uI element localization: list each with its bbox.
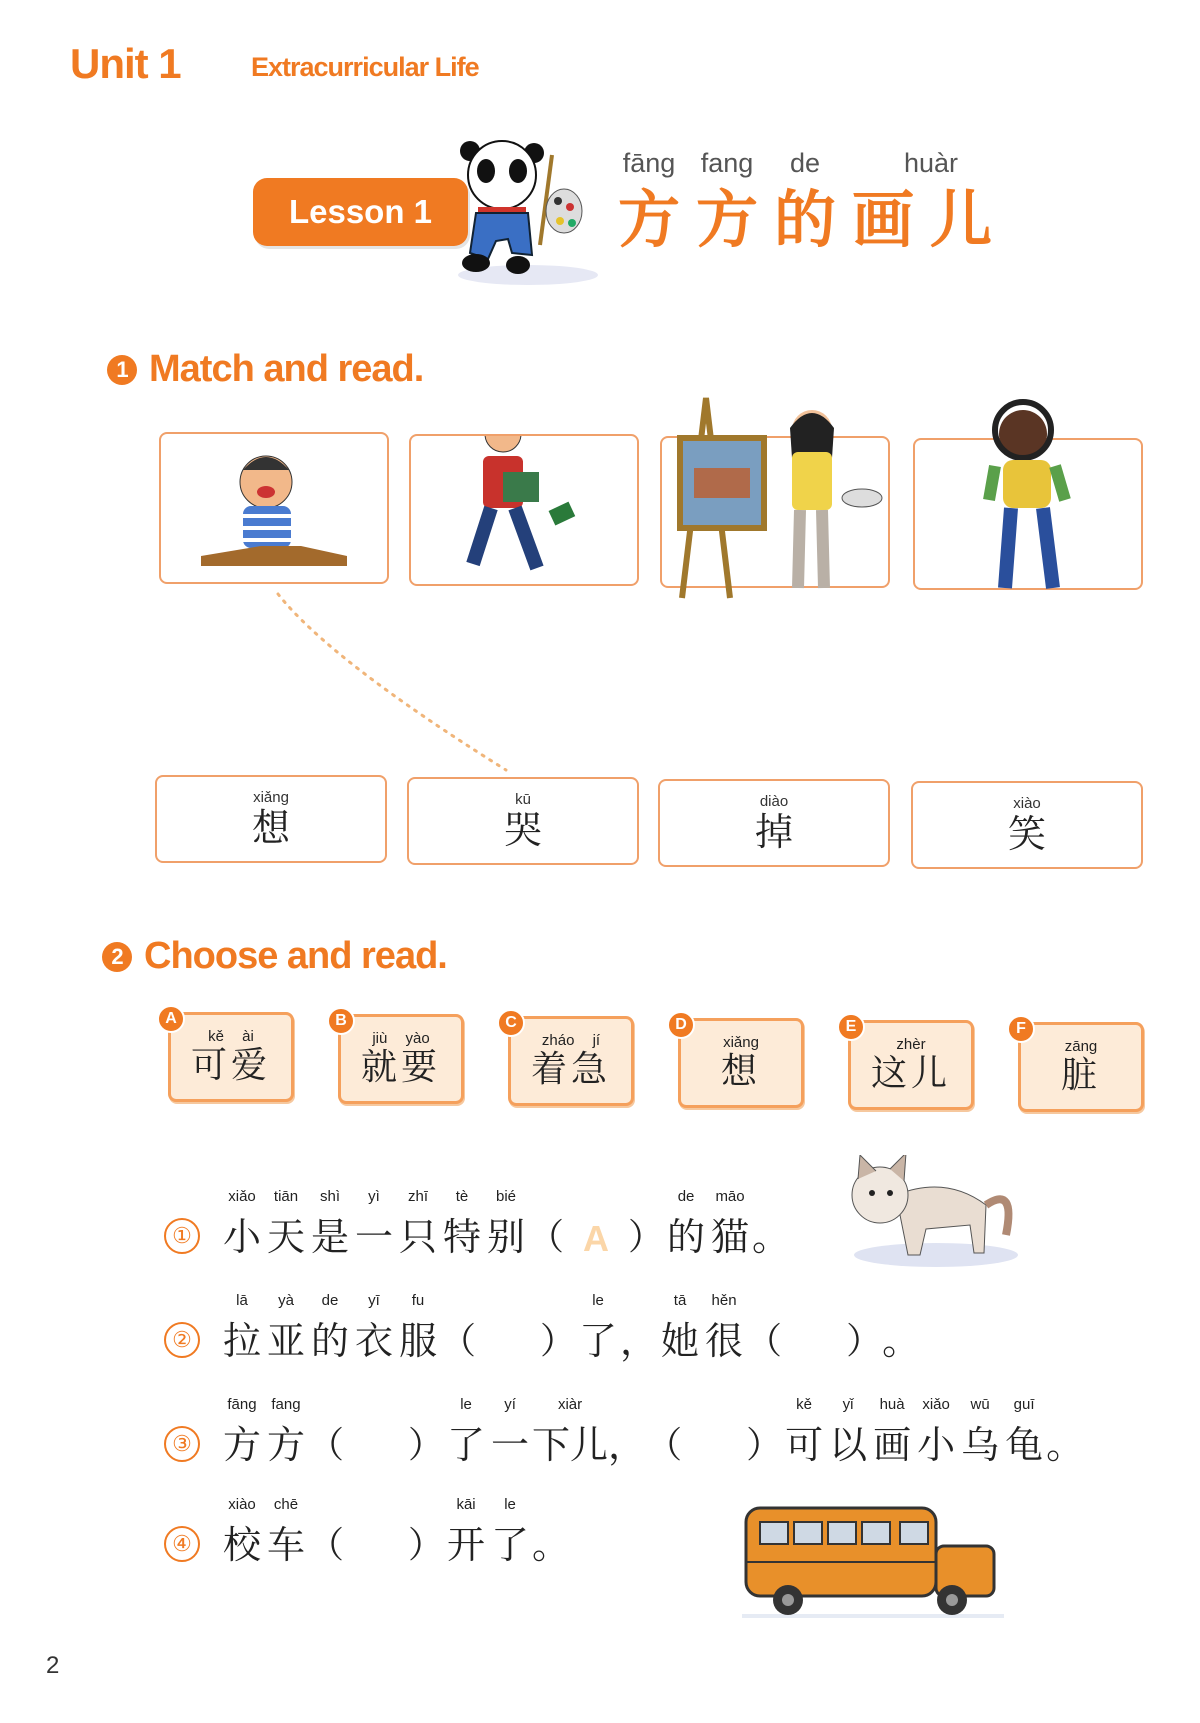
char-text: 车 [266,1523,305,1567]
char-pinyin: le [504,1496,516,1513]
char-text: 猫 [711,1215,750,1259]
char-text: 是 [310,1215,349,1259]
choice-card-a[interactable] [165,1010,294,1102]
char-text: 方 [266,1423,305,1467]
sentence-char [308,1188,352,1260]
choice-chars: 脏 [1060,1054,1101,1096]
punctuation [882,1292,920,1364]
char-pinyin: xiǎo [228,1188,256,1205]
picture-boy-crying[interactable] [159,432,389,584]
char-text: 了 [579,1319,618,1363]
word-pinyin: xiǎng [253,788,289,806]
title-char: 画 [851,183,914,256]
title-pinyin: fang [700,148,754,178]
char-text: 只 [398,1215,437,1259]
char-pinyin: fang [271,1396,301,1413]
word-char: 哭 [503,807,542,852]
char-pinyin: hěn [711,1292,737,1309]
word-char: 想 [251,805,290,850]
sentence-3 [164,1396,1084,1468]
sentence-char [958,1396,1002,1468]
punctuation [752,1188,790,1260]
answer-blank[interactable]: （ ） [440,1321,577,1362]
sentence-char [220,1188,264,1260]
sentence-char [826,1396,870,1468]
sentence-char [396,1292,440,1364]
choice-chars: 着急 [530,1048,611,1090]
word-pinyin: kū [515,790,531,808]
char-pinyin: yà [278,1292,294,1309]
char-text: 小 [222,1215,261,1259]
girl-laughing-illustration [915,440,1141,588]
char-text: 。 [752,1215,791,1259]
sentence-char [352,1292,396,1364]
choice-pinyin: zhèr [896,1035,926,1053]
sentence-number: ④ [164,1526,200,1562]
char-text: 以 [829,1423,868,1467]
char-pinyin: yí [504,1396,516,1413]
punctuation [532,1496,570,1568]
sentence-2 [164,1292,920,1364]
word-pinyin: diào [759,792,789,810]
char-pinyin: yī [368,1292,380,1309]
answer-blank[interactable]: （ ） [746,1321,883,1362]
school-bus-illustration [742,1500,1004,1625]
char-text: 开 [447,1523,486,1567]
picture-boy-dropping-books[interactable] [409,434,639,586]
sentence-char [914,1396,958,1468]
char-text: 亚 [266,1319,305,1363]
choice-letter-badge: A [157,1005,185,1033]
char-pinyin: de [321,1292,339,1309]
char-pinyin: xiàr [557,1396,583,1413]
char-text: 特 [442,1215,481,1259]
sentence-char [264,1292,308,1364]
sentence-char [708,1188,752,1260]
char-text: 。 [1046,1423,1085,1467]
choice-card-e[interactable] [845,1018,974,1110]
char-pinyin: bié [495,1188,517,1205]
choice-letter-badge: D [667,1011,695,1039]
word-char: 笑 [1007,811,1046,856]
answer-text: A [583,1218,610,1259]
choice-letter-badge: F [1007,1015,1035,1043]
word-card-xiang[interactable] [155,775,387,863]
sentence-char [264,1396,308,1468]
word-char: 掉 [754,809,793,854]
picture-girl-at-easel[interactable] [660,436,890,588]
char-text: 拉 [222,1319,261,1363]
char-pinyin: guī [1013,1396,1035,1413]
char-text: 的 [667,1215,706,1259]
sentence-char [308,1292,352,1364]
lesson-title [614,148,996,254]
char-pinyin: tā [673,1292,687,1309]
char-text: 她 [661,1319,700,1363]
choice-card-c[interactable] [505,1014,634,1106]
char-text: ， [608,1423,647,1467]
sentence-char [488,1496,532,1568]
unit-label: Unit 1 [70,40,181,87]
cat-illustration [836,1155,1021,1270]
choice-card-f[interactable] [1018,1022,1144,1112]
choice-chars: 可爱 [190,1044,271,1086]
punctuation [608,1396,646,1468]
char-text: 服 [398,1319,437,1363]
char-text: 龟 [1005,1423,1044,1467]
char-text: 。 [882,1319,921,1363]
char-text: 画 [873,1423,912,1467]
section-number: 1 [107,355,137,385]
word-card-diao[interactable] [658,779,890,867]
sentence-char [220,1292,264,1364]
sentence-char [488,1396,532,1468]
char-pinyin: huà [879,1396,905,1413]
sentence-char [664,1188,708,1260]
char-pinyin: māo [715,1188,745,1205]
char-text: 了 [491,1523,530,1567]
sentence-char [444,1396,488,1468]
sentence-char [532,1396,608,1468]
choice-pinyin: kě ài [208,1027,254,1045]
section-number: 2 [102,942,132,972]
char-text: 校 [222,1523,261,1567]
choice-letter-badge: B [327,1007,355,1035]
choice-chars: 这儿 [870,1052,951,1094]
choice-chars: 想 [720,1050,761,1092]
sentence-1 [164,1188,790,1260]
char-text: 一 [354,1215,393,1259]
sentence-char [440,1188,484,1260]
sentence-number: ② [164,1322,200,1358]
word-card-ku[interactable] [407,777,639,865]
lesson-badge: Lesson 1 [253,178,468,246]
char-pinyin: tè [455,1188,469,1205]
choice-letter-badge: C [497,1009,525,1037]
punctuation [1046,1396,1084,1468]
sentence-char [444,1496,488,1568]
char-text: 下儿 [532,1423,609,1467]
char-text: 可 [785,1423,824,1467]
char-text: 乌 [961,1423,1000,1467]
title-char: 的 [773,183,836,256]
sentence-char [352,1188,396,1260]
answer-blank[interactable]: （ ） [308,1525,445,1566]
punctuation [620,1292,658,1364]
char-pinyin: xiǎo [922,1396,950,1413]
char-text: 天 [266,1215,305,1259]
char-pinyin: kě [796,1396,813,1413]
choice-card-b[interactable] [335,1012,464,1104]
char-text: 的 [310,1319,349,1363]
sentence-char [870,1396,914,1468]
sentence-char [264,1188,308,1260]
char-pinyin: de [677,1188,695,1205]
title-pinyin: de [789,148,821,178]
title-char: 方 [695,183,758,256]
char-pinyin: fu [411,1292,425,1309]
sentence-char [264,1496,308,1568]
boy-dropping-books-illustration [411,436,637,584]
choice-card-d[interactable] [675,1016,804,1108]
char-text: 很 [705,1319,744,1363]
char-text: 一 [491,1423,530,1467]
char-text: 方 [222,1423,261,1467]
sentence-number: ③ [164,1426,200,1462]
section-title: Match and read. [149,348,424,390]
char-text: 别 [486,1215,525,1259]
section-title: Choose and read. [144,935,447,977]
sentence-4 [164,1496,570,1568]
char-text: 衣 [354,1319,393,1363]
sentence-char [396,1188,440,1260]
sentence-char [576,1292,620,1364]
title-char: 儿 [929,183,992,256]
word-card-xiao[interactable] [911,781,1143,869]
section-match-heading [107,348,423,391]
sentence-char [658,1292,702,1364]
char-pinyin: wū [970,1396,990,1413]
picture-girl-laughing[interactable] [913,438,1143,590]
boy-crying-illustration [161,434,387,582]
sentence-char [1002,1396,1046,1468]
char-text: 了 [447,1423,486,1467]
choice-chars: 就要 [360,1046,441,1088]
char-text: ， [620,1319,659,1363]
char-pinyin: chē [273,1496,299,1513]
title-pinyin: huàr [903,148,959,178]
choice-pinyin: xiǎng [723,1033,759,1051]
girl-at-easel-illustration [662,438,888,586]
word-pinyin: xiào [1013,794,1041,812]
char-pinyin: shì [319,1188,340,1205]
char-pinyin: yǐ [842,1396,854,1413]
title-pinyin: fāng [622,148,676,178]
sentence-char [702,1292,746,1364]
sentence-char [220,1496,264,1568]
char-pinyin: lā [236,1292,248,1309]
char-pinyin: zhī [407,1188,428,1205]
sentence-char [484,1188,528,1260]
choice-pinyin: zāng [1064,1037,1098,1055]
char-pinyin: xiào [228,1496,256,1513]
char-pinyin: le [592,1292,604,1309]
char-text: 小 [917,1423,956,1467]
section-choose-heading [102,935,447,978]
char-pinyin: kāi [456,1496,476,1513]
sentence-char [782,1396,826,1468]
sentence-number: ① [164,1218,200,1254]
unit-title: Extracurricular Life [251,52,479,82]
page-number: 2 [46,1652,60,1679]
answer-blank[interactable]: （ ） [308,1425,445,1466]
sentence-char [220,1396,264,1468]
panda-painter-illustration [448,135,608,290]
char-pinyin: le [460,1396,472,1413]
choice-letter-badge: E [837,1013,865,1041]
title-char: 方 [617,183,680,256]
char-pinyin: fāng [227,1396,257,1413]
choice-pinyin: jiù yào [372,1029,430,1047]
char-text: 。 [532,1523,571,1567]
choice-pinyin: zháo jí [541,1031,601,1049]
char-pinyin: yì [368,1188,380,1205]
answer-blank[interactable]: （ ） [646,1425,783,1466]
answer-blank[interactable]: （ A ） [528,1217,665,1259]
char-pinyin: tiān [273,1188,299,1205]
